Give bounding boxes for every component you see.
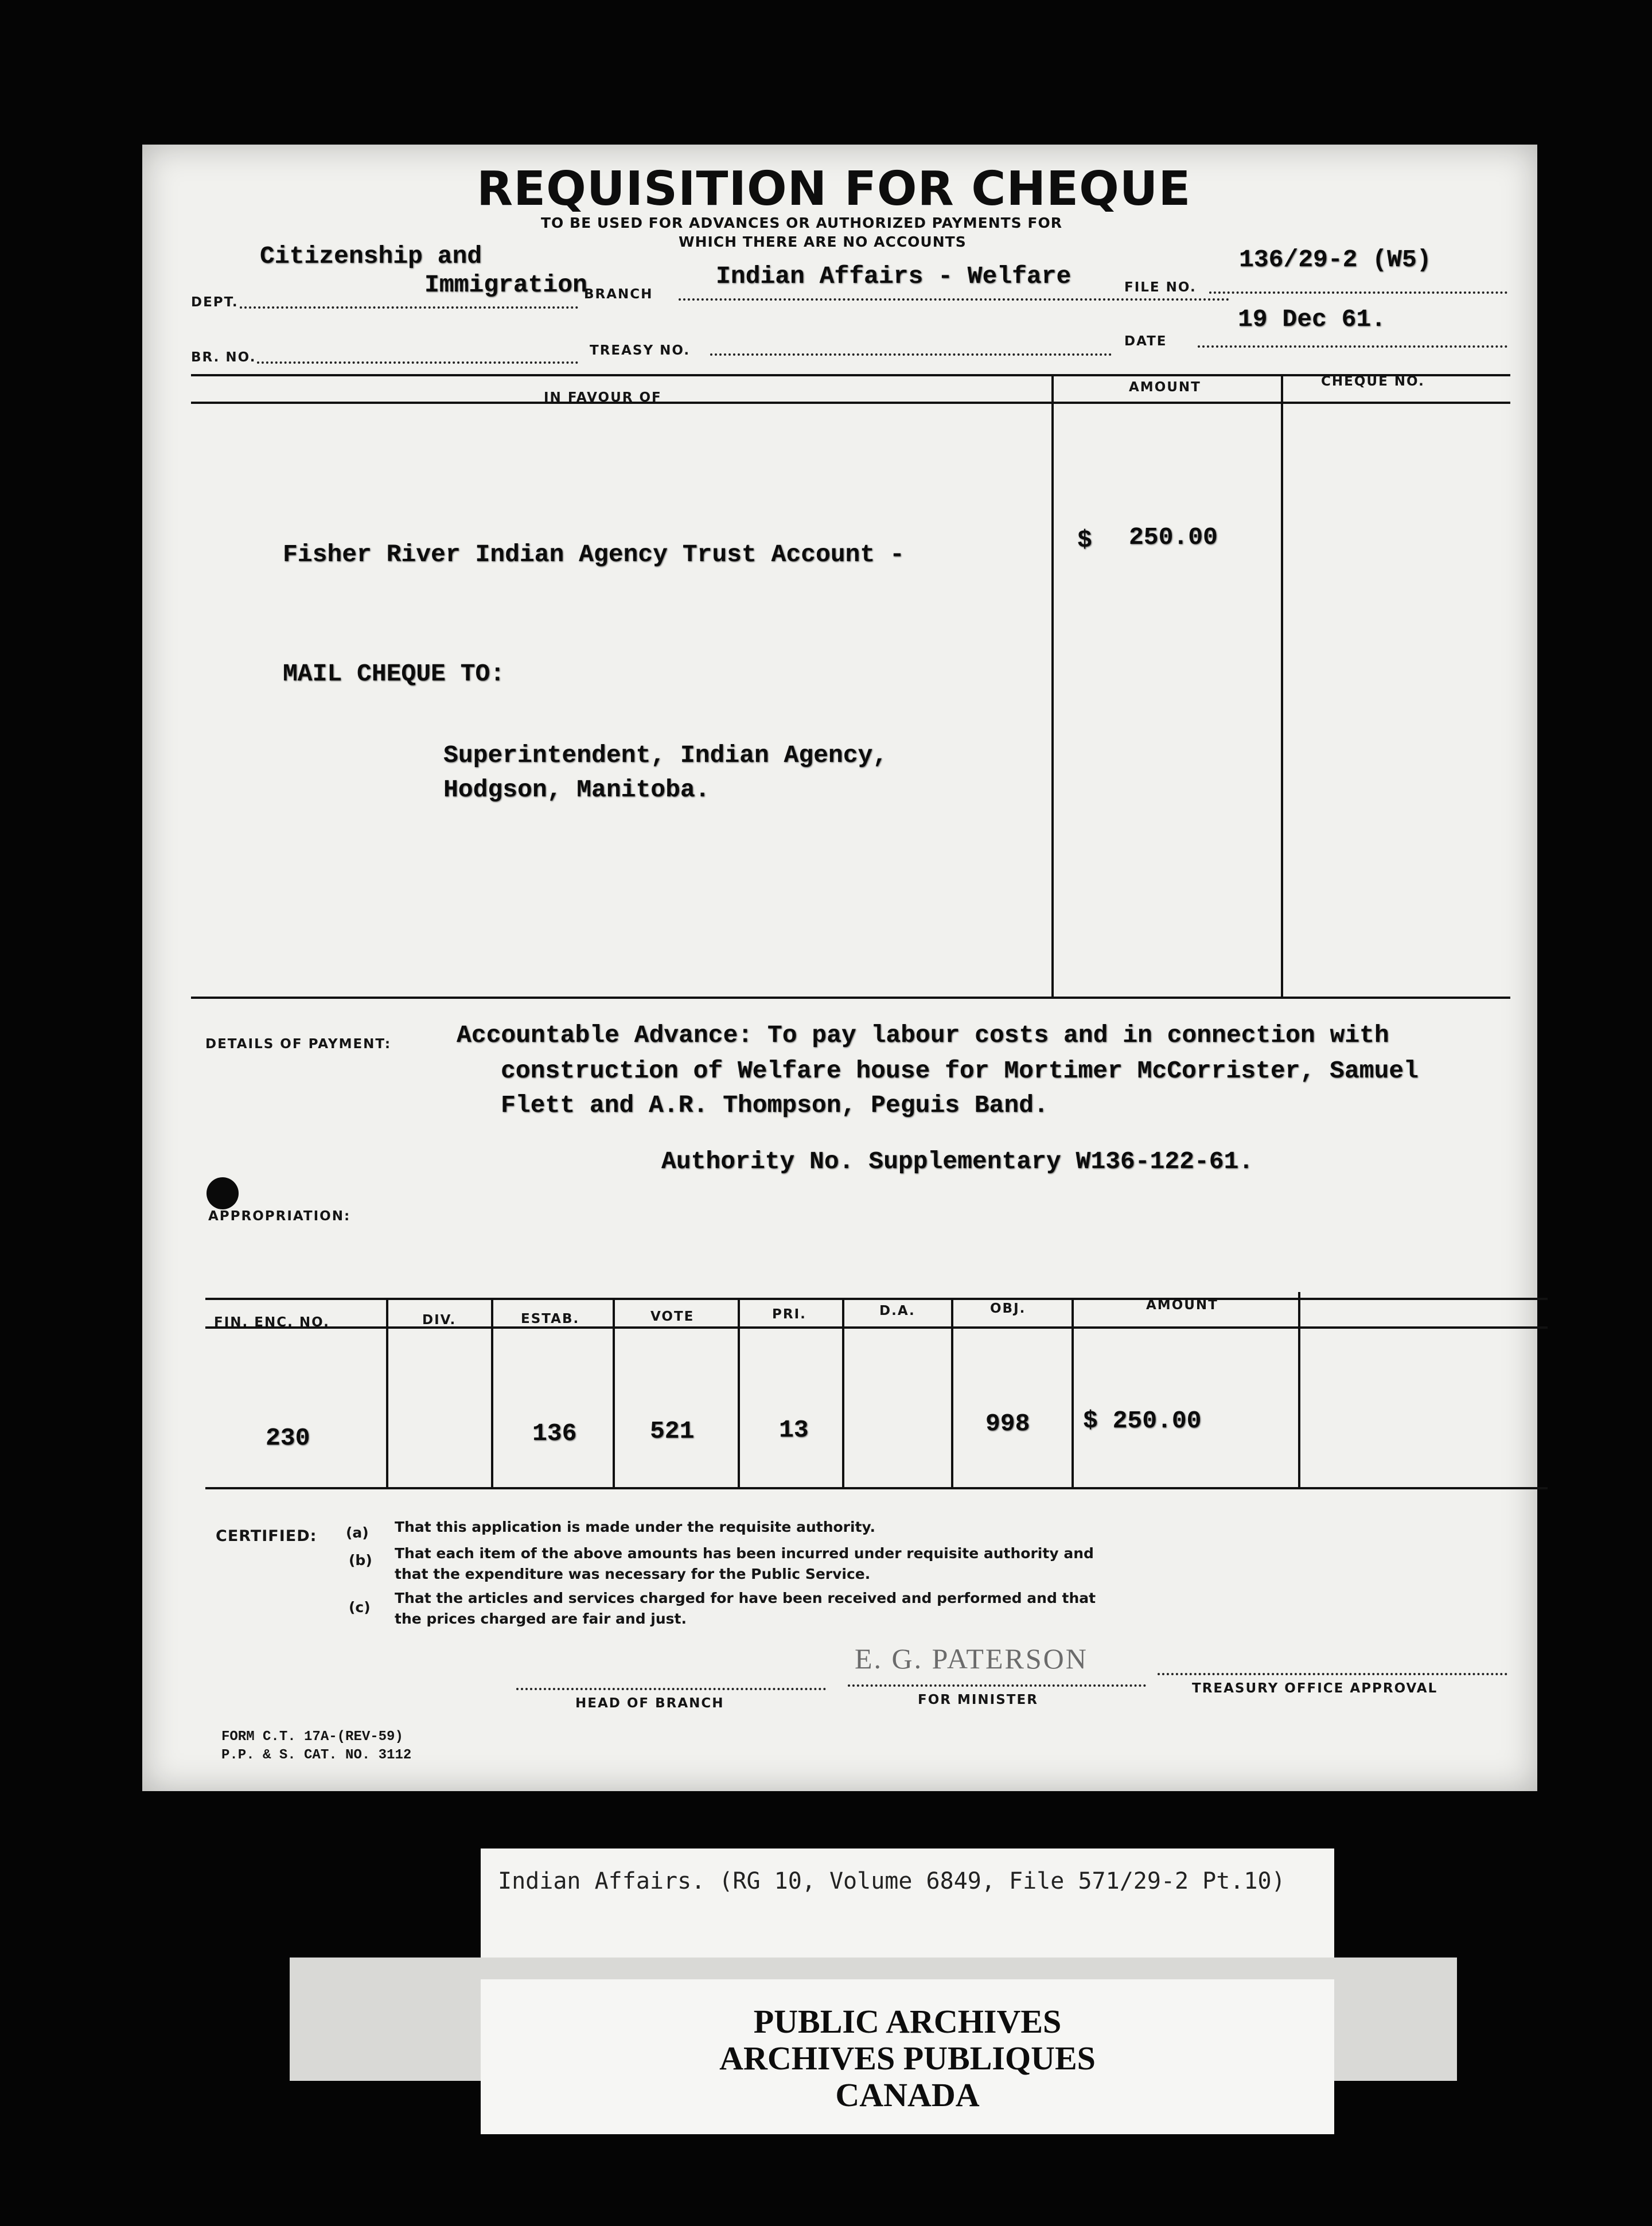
amount-currency: $ — [1077, 526, 1092, 554]
favour-table-divider-2 — [1281, 374, 1283, 998]
fin-enc-no-value: 230 — [266, 1424, 310, 1452]
dept-value-line1: Citizenship and — [260, 242, 482, 270]
file-no-label: FILE NO. — [1124, 280, 1197, 295]
appr-divider-8 — [1298, 1292, 1300, 1487]
stamp-public-archives: PUBLIC ARCHIVES — [753, 2003, 1062, 2040]
col-pri: PRI. — [772, 1307, 806, 1322]
form-number-line1: FORM C.T. 17A-(REV-59) — [221, 1729, 403, 1745]
col-div: DIV. — [422, 1313, 457, 1328]
appr-divider-4 — [738, 1298, 740, 1487]
file-no-dotted-line — [1209, 291, 1507, 294]
branch-value: Indian Affairs - Welfare — [716, 262, 1072, 290]
favour-table-divider-1 — [1051, 374, 1054, 998]
requisition-form-sheet — [142, 145, 1537, 1791]
date-label: DATE — [1124, 334, 1167, 349]
head-of-branch-line — [516, 1688, 826, 1690]
appr-amount-value: $ 250.00 — [1083, 1407, 1202, 1435]
appr-divider-6 — [951, 1298, 953, 1487]
cert-a-marker: (a) — [346, 1524, 369, 1541]
vote-value: 521 — [650, 1417, 695, 1445]
dept-value-line2: Immigration — [424, 271, 587, 299]
cert-c-marker: (c) — [349, 1599, 371, 1616]
dept-label: DEPT. — [191, 295, 239, 310]
col-fin-enc-no: FIN. ENC. NO. — [214, 1315, 330, 1330]
details-line2: construction of Welfare house for Mortimer McCorrister, Samuel — [501, 1057, 1419, 1085]
appr-divider-2 — [491, 1298, 493, 1487]
address-line1: Superintendent, Indian Agency, — [443, 741, 888, 769]
col-obj: OBJ. — [990, 1301, 1026, 1316]
appr-divider-7 — [1072, 1298, 1074, 1487]
favour-table-bottom-rule — [191, 997, 1510, 999]
details-line3: Flett and A.R. Thompson, Peguis Band. — [501, 1091, 1049, 1119]
file-no-value: 136/29-2 (W5) — [1239, 246, 1432, 274]
archive-reference-text: Indian Affairs. (RG 10, Volume 6849, File 571/29-2 Pt.10) — [498, 1868, 1285, 1894]
treasury-approval-label: TREASURY OFFICE APPROVAL — [1192, 1681, 1438, 1696]
form-subtitle-line2: WHICH THERE ARE NO ACCOUNTS — [679, 234, 967, 250]
date-dotted-line — [1198, 345, 1507, 348]
details-label: DETAILS OF PAYMENT: — [205, 1037, 392, 1052]
date-value: 19 Dec 61. — [1238, 305, 1386, 333]
appropriation-table-top-rule — [205, 1298, 1548, 1300]
cert-b-marker: (b) — [349, 1552, 372, 1569]
cert-c-line2: the prices charged are fair and just. — [395, 1610, 687, 1627]
head-of-branch-label: HEAD OF BRANCH — [575, 1696, 724, 1711]
favour-table-header-rule — [191, 402, 1510, 404]
for-minister-label: FOR MINISTER — [918, 1692, 1038, 1707]
dept-dotted-line — [240, 306, 578, 309]
appr-divider-3 — [613, 1298, 615, 1487]
payee-name: Fisher River Indian Agency Trust Account - — [283, 540, 905, 569]
appr-divider-1 — [386, 1298, 388, 1487]
pri-value: 13 — [779, 1416, 809, 1444]
col-estab: ESTAB. — [521, 1312, 580, 1326]
form-title: REQUISITION FOR CHEQUE — [477, 162, 1191, 216]
col-amount: AMOUNT — [1129, 380, 1201, 395]
appropriation-table-header-rule — [205, 1326, 1548, 1329]
favour-table-top-rule — [191, 374, 1510, 376]
estab-value: 136 — [532, 1419, 577, 1447]
cert-c-line1: That the articles and services charged for have been received and performed and that — [395, 1590, 1096, 1606]
signature-stamp-paterson: E. G. PATERSON — [855, 1643, 1088, 1675]
br-no-label: BR. NO. — [191, 350, 256, 365]
br-no-dotted-line — [257, 361, 578, 364]
stamp-archives-publiques: ARCHIVES PUBLIQUES — [719, 2040, 1096, 2077]
col-da: D.A. — [879, 1303, 915, 1318]
archive-stamp-card — [481, 1979, 1334, 2134]
col-in-favour-of: IN FAVOUR OF — [544, 390, 662, 405]
amount-value: 250.00 — [1129, 523, 1218, 551]
appropriation-table-bottom-rule — [205, 1487, 1548, 1489]
authority-number: Authority No. Supplementary W136-122-61. — [661, 1147, 1254, 1176]
appr-divider-5 — [842, 1298, 844, 1487]
treasury-approval-line — [1158, 1673, 1507, 1675]
treasy-no-dotted-line — [710, 353, 1112, 356]
stamp-canada: CANADA — [835, 2076, 980, 2114]
cert-b-line1: That each item of the above amounts has been incurred under requisite authority and — [395, 1545, 1094, 1562]
branch-dotted-line — [679, 298, 1229, 301]
treasy-no-label: TREASY NO. — [590, 343, 691, 358]
col-cheque-no: CHEQUE NO. — [1321, 374, 1425, 389]
branch-label: BRANCH — [584, 287, 653, 302]
certified-label: CERTIFIED: — [216, 1527, 317, 1545]
col-amount-appr: AMOUNT — [1146, 1298, 1218, 1313]
for-minister-line — [848, 1684, 1146, 1687]
form-subtitle-line1: TO BE USED FOR ADVANCES OR AUTHORIZED PAYMENTS FOR — [541, 215, 1062, 231]
address-line2: Hodgson, Manitoba. — [443, 776, 710, 804]
appropriation-label: APPROPRIATION: — [208, 1209, 351, 1224]
details-line1: Accountable Advance: To pay labour costs and in connection with — [457, 1021, 1389, 1049]
obj-value: 998 — [985, 1410, 1030, 1438]
col-vote: VOTE — [650, 1309, 695, 1324]
punch-hole — [206, 1177, 239, 1209]
cert-b-line2: that the expenditure was necessary for the Public Service. — [395, 1566, 871, 1582]
form-number-line2: P.P. & S. CAT. NO. 3112 — [221, 1748, 412, 1763]
cert-a-text: That this application is made under the requisite authority. — [395, 1519, 876, 1535]
mail-cheque-to-label: MAIL CHEQUE TO: — [283, 660, 505, 688]
